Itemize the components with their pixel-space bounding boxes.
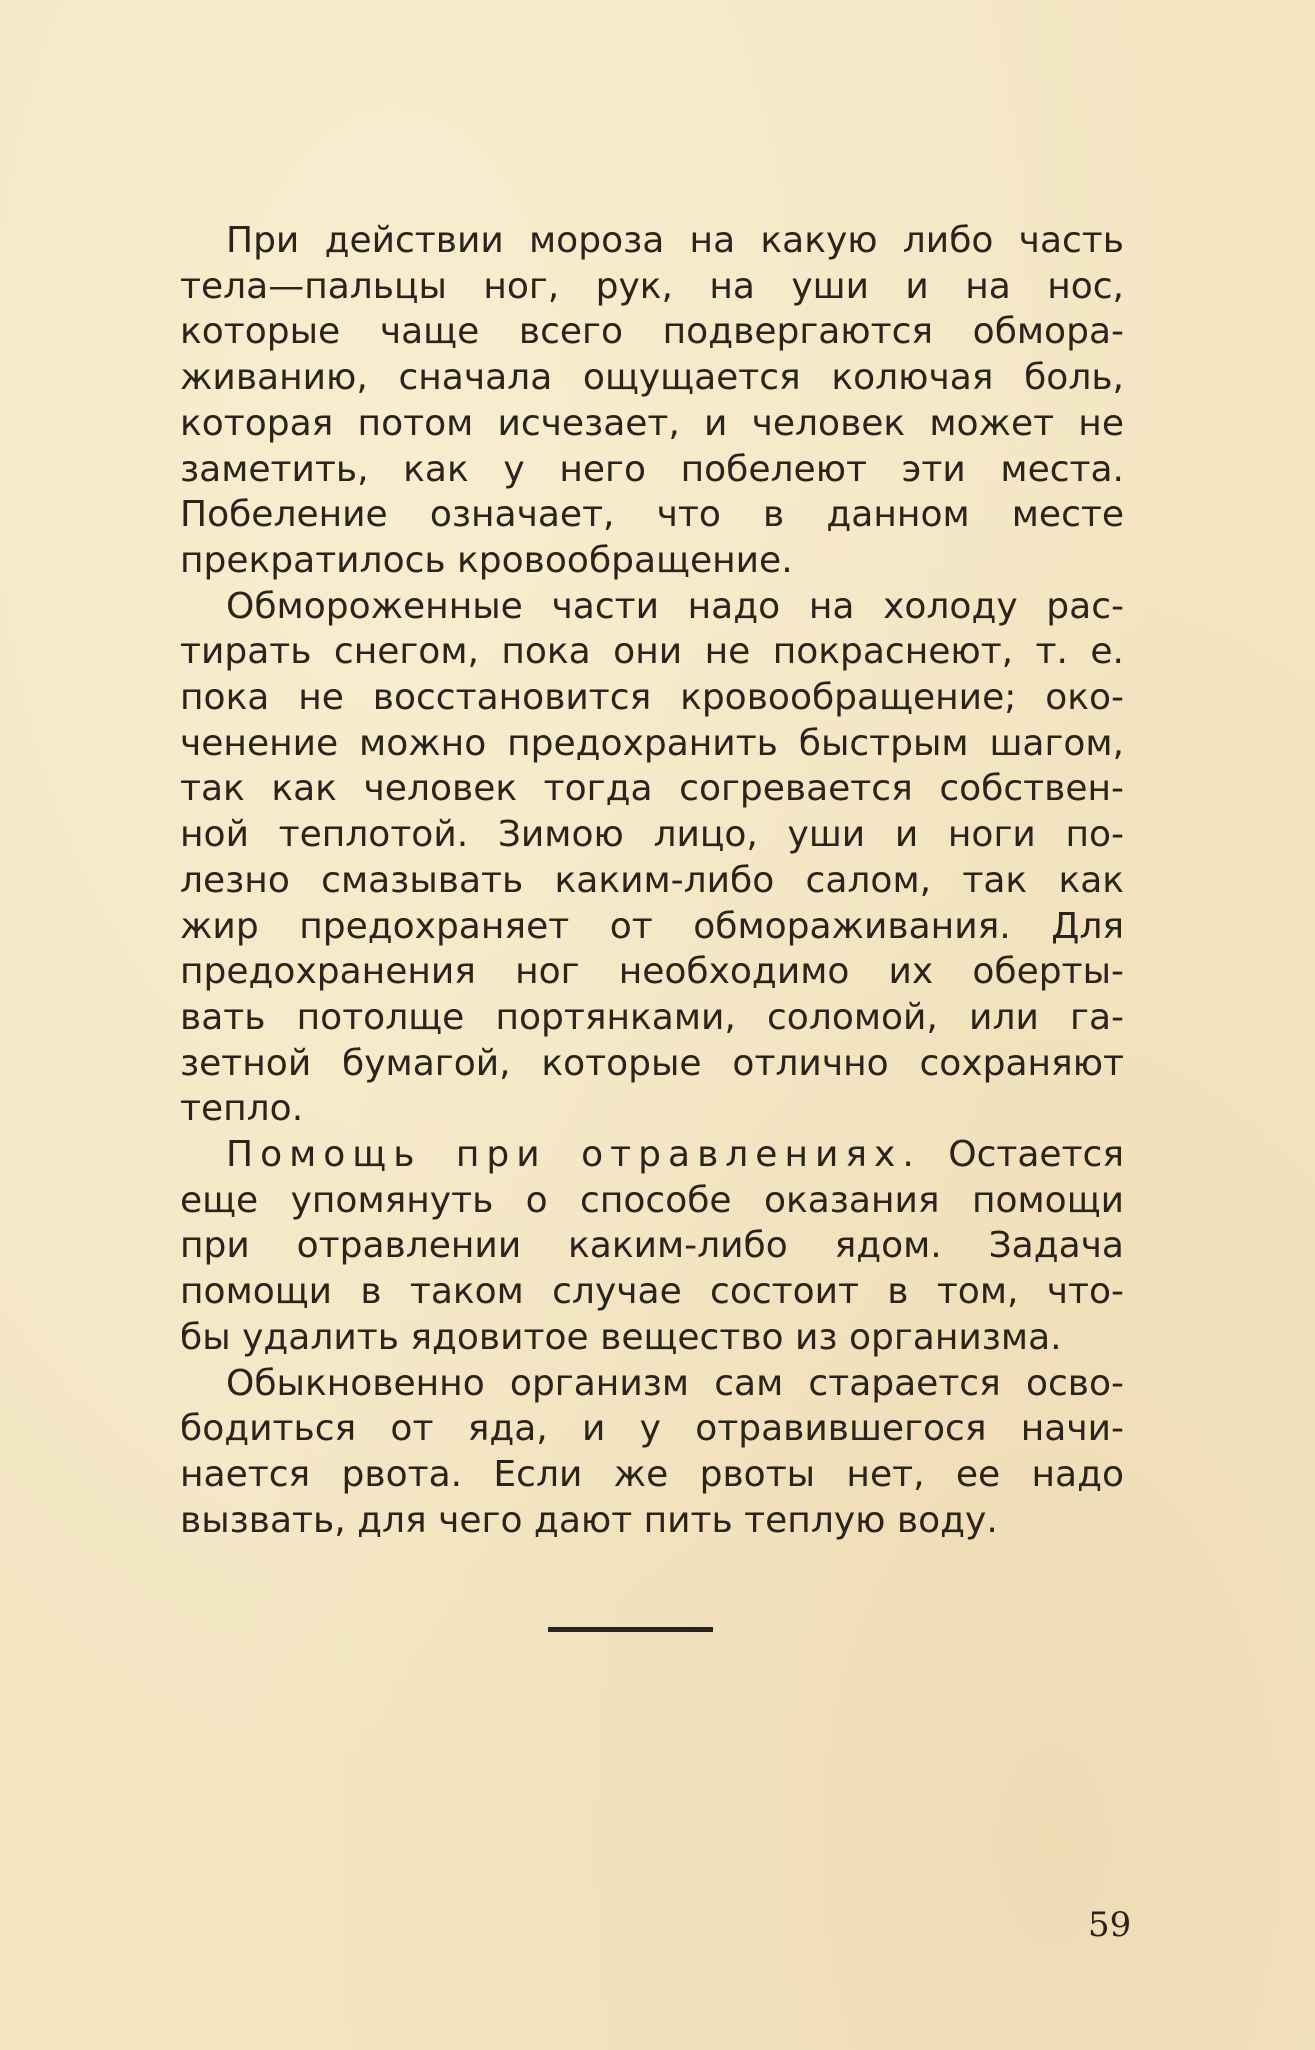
text-line: которая потом исчезает, и человек может не: [180, 402, 1124, 444]
text-line: тирать снегом, пока они не покраснеют, т. е.: [180, 631, 1124, 673]
text-line: зетной бумагой, которые отлично сохраняют: [180, 1042, 1124, 1084]
page-number: 59: [1088, 1905, 1132, 1945]
section-divider: [548, 1627, 713, 1632]
text-line: тела—пальцы ног, рук, на уши и на нос,: [180, 265, 1124, 307]
text-line: вать потолще портянками, соломой, или га-: [180, 996, 1124, 1038]
text-line: предохранения ног необходимо их оберты-: [180, 951, 1124, 993]
text-line: так как человек тогда согревается собствен-: [180, 768, 1124, 810]
text-line: помощи в таком случае состоит в том, что-: [180, 1271, 1124, 1313]
text-line: Побеление означает, что в данном месте: [180, 494, 1124, 536]
text-line: живанию, сначала ощущается колючая боль,: [180, 357, 1124, 399]
text-line: прекратилось кровообращение.: [180, 539, 793, 581]
text-line: жир предохраняет от обмораживания. Для: [180, 905, 1124, 947]
text-line: при отравлении каким-либо ядом. Задача: [180, 1225, 1124, 1267]
section-heading: Помощь при отравлениях.: [226, 1134, 921, 1176]
text-line: которые чаще всего подвергаются обмора-: [180, 311, 1124, 353]
text-line: ной теплотой. Зимою лицо, уши и ноги по-: [180, 814, 1124, 856]
paragraph-vomiting: [134, 1361, 1124, 1544]
text-line: заметить, как у него побелеют эти места.: [180, 448, 1124, 490]
heading-line-rest: Остается: [920, 1134, 1124, 1176]
text-line: пока не восстановится кровообращение; око-: [180, 677, 1124, 719]
text-line: тепло.: [180, 1088, 304, 1130]
text-line: нается рвота. Если же рвоты нет, ее надо: [180, 1453, 1124, 1495]
paragraph-frostbite-treatment: [134, 584, 1124, 1132]
text-line: ченение можно предохранить быстрым шагом,: [180, 722, 1124, 764]
text-line: лезно смазывать каким-либо салом, так как: [180, 859, 1124, 901]
text-line: бодиться от яда, и у отравившегося начи-: [180, 1408, 1124, 1450]
text-line: бы удалить ядовитое вещество из организма.: [180, 1316, 1062, 1358]
text-line: вызвать, для чего дают пить теплую воду.: [180, 1499, 998, 1541]
paragraph-frostbite-effects: [134, 218, 1124, 584]
text-line: При действии мороза на какую либо часть: [226, 220, 1124, 261]
text-line: еще упомянуть о способе оказания помощи: [180, 1179, 1124, 1221]
text-line: [134, 1132, 1124, 1178]
text-line: Обыкновенно организм сам старается осво-: [226, 1362, 1124, 1404]
body-text: [134, 218, 1124, 1543]
text-line: Обмороженные части надо на холоду рас-: [226, 585, 1124, 627]
paragraph-poisoning-help: [134, 1132, 1124, 1361]
